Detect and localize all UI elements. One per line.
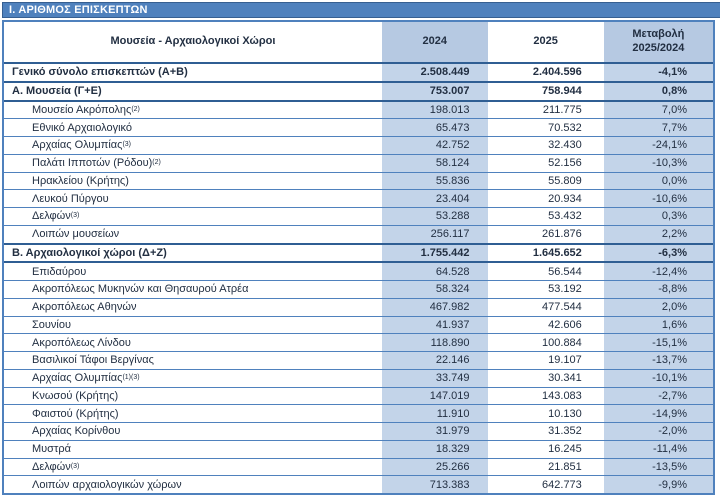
value-2024: 147.019 (382, 388, 488, 405)
table-row (4, 189, 713, 207)
table-row (4, 261, 713, 280)
row-label: Δελφών (3) (32, 460, 80, 473)
value-2024: 55.836 (382, 173, 488, 190)
value-2025: 16.245 (548, 443, 582, 456)
value-2024: 58.324 (382, 281, 488, 298)
table-row (4, 280, 713, 298)
value-2025: 32.430 (548, 139, 582, 152)
value-2024: 467.982 (382, 299, 488, 316)
table-row (4, 387, 713, 405)
row-label: Α. Μουσεία (Γ+Ε) (12, 85, 102, 98)
value-change: 0,0% (604, 173, 713, 190)
value-2024: 33.749 (382, 370, 488, 387)
value-2024: 22.146 (382, 352, 488, 369)
value-2024: 11.910 (382, 405, 488, 422)
table-row (4, 225, 713, 243)
row-label: Αρχαίας Ολυμπίας (1)(3) (32, 372, 140, 385)
value-2025: 10.130 (548, 407, 582, 420)
table-row (4, 440, 713, 458)
value-change: 7,7% (604, 119, 713, 136)
value-2025: 477.544 (542, 301, 582, 314)
value-change: 7,0% (604, 102, 713, 119)
value-2025: 55.809 (548, 174, 582, 187)
row-label: Παλάτι Ιπποτών (Ρόδου) (2) (32, 157, 161, 170)
value-2024: 1.755.442 (382, 245, 488, 262)
value-2024: 53.288 (382, 208, 488, 225)
value-2025: 20.934 (548, 192, 582, 205)
value-2025: 758.944 (542, 85, 582, 98)
value-change: -14,9% (604, 405, 713, 422)
value-change: 2,2% (604, 226, 713, 243)
row-label: Λοιπών αρχαιολογικών χώρων (32, 478, 182, 491)
value-2025: 70.532 (548, 121, 582, 134)
row-label: Ηρακλείου (Κρήτης) (32, 174, 129, 187)
table-row (4, 243, 713, 262)
value-2024: 25.266 (382, 459, 488, 476)
table-row (4, 333, 713, 351)
value-change: -9,9% (604, 476, 713, 493)
col-header-2024: 2024 (382, 22, 488, 62)
table-row (4, 458, 713, 476)
col-header-change: Μεταβολή 2025/2024 (604, 22, 713, 62)
table-row (4, 154, 713, 172)
row-label: Αρχαίας Κορίνθου (32, 425, 121, 438)
row-label: Φαιστού (Κρήτης) (32, 407, 119, 420)
value-2024: 31.979 (382, 423, 488, 440)
value-2024: 2.508.449 (382, 64, 488, 81)
value-2025: 1.645.652 (532, 246, 582, 259)
table-row (4, 207, 713, 225)
col-header-2025: 2025 (533, 35, 558, 48)
value-change: 0,3% (604, 208, 713, 225)
row-label: Σουνίου (32, 318, 72, 331)
table-row (4, 172, 713, 190)
value-2025: 52.156 (548, 157, 582, 170)
value-2024: 713.383 (382, 476, 488, 493)
value-2024: 41.937 (382, 317, 488, 334)
value-2024: 753.007 (382, 83, 488, 100)
table-body (4, 64, 713, 493)
value-2025: 19.107 (548, 354, 582, 367)
value-2025: 211.775 (542, 103, 582, 116)
row-label: Δελφών (3) (32, 210, 80, 223)
value-change: -2,7% (604, 388, 713, 405)
value-2025: 56.544 (548, 265, 582, 278)
value-2024: 18.329 (382, 441, 488, 458)
row-label: Λευκού Πύργου (32, 192, 109, 205)
table-header-row (4, 22, 713, 64)
value-change: -8,8% (604, 281, 713, 298)
value-2024: 65.473 (382, 119, 488, 136)
value-change: 2,0% (604, 299, 713, 316)
col-header-name: Μουσεία - Αρχαιολογικοί Χώροι (110, 35, 276, 48)
value-change: -10,3% (604, 155, 713, 172)
table-row (4, 369, 713, 387)
value-2025: 53.192 (548, 283, 582, 296)
value-change: -12,4% (604, 263, 713, 280)
row-label: Επιδαύρου (32, 265, 87, 278)
table-row (4, 100, 713, 119)
table-row (4, 351, 713, 369)
value-change: -15,1% (604, 334, 713, 351)
value-change: -13,5% (604, 459, 713, 476)
value-change: -4,1% (604, 64, 713, 81)
row-label: Β. Αρχαιολογικοί χώροι (Δ+Ζ) (12, 246, 167, 259)
value-change: -10,6% (604, 190, 713, 207)
value-2024: 118.890 (382, 334, 488, 351)
row-label: Ακροπόλεως Λίνδου (32, 336, 131, 349)
value-2025: 30.341 (548, 372, 582, 385)
row-label: Εθνικό Αρχαιολογικό (32, 121, 132, 134)
value-2024: 58.124 (382, 155, 488, 172)
value-change: -2,0% (604, 423, 713, 440)
value-change: -10,1% (604, 370, 713, 387)
value-change: -6,3% (604, 245, 713, 262)
row-label: Λοιπών μουσείων (32, 228, 120, 241)
value-2024: 198.013 (382, 102, 488, 119)
table-row (4, 404, 713, 422)
row-label: Αρχαίας Ολυμπίας (3) (32, 139, 131, 152)
row-label: Κνωσού (Κρήτης) (32, 389, 119, 402)
value-2024: 256.117 (382, 226, 488, 243)
row-label: Γενικό σύνολο επισκεπτών (Α+Β) (12, 66, 188, 79)
row-label: Μουσείο Ακρόπολης (2) (32, 103, 140, 116)
value-change: -13,7% (604, 352, 713, 369)
table-row (4, 316, 713, 334)
section-title-bar (2, 2, 720, 18)
value-2025: 21.851 (548, 460, 582, 473)
table-row (4, 298, 713, 316)
value-2025: 261.876 (542, 228, 582, 241)
value-change: 1,6% (604, 317, 713, 334)
value-2025: 2.404.596 (532, 66, 582, 79)
value-2025: 31.352 (548, 425, 582, 438)
value-2025: 143.083 (542, 389, 582, 402)
value-change: -11,4% (604, 441, 713, 458)
table-row (4, 81, 713, 100)
table-row (4, 118, 713, 136)
value-2025: 642.773 (542, 478, 582, 491)
value-change: -24,1% (604, 137, 713, 154)
table-row (4, 422, 713, 440)
value-2024: 64.528 (382, 263, 488, 280)
value-2025: 42.606 (548, 318, 582, 331)
row-label: Βασιλικοί Τάφοι Βεργίνας (32, 354, 154, 367)
value-change: 0,8% (604, 83, 713, 100)
value-2024: 23.404 (382, 190, 488, 207)
visitors-table (2, 20, 715, 495)
value-2024: 42.752 (382, 137, 488, 154)
table-row (4, 475, 713, 493)
row-label: Μυστρά (32, 443, 71, 456)
table-row (4, 64, 713, 81)
value-2025: 53.432 (548, 210, 582, 223)
section-title: Ι. ΑΡΙΘΜΟΣ ΕΠΙΣΚΕΠΤΩΝ (9, 4, 148, 16)
row-label: Ακροπόλεως Μυκηνών και Θησαυρού Ατρέα (32, 283, 249, 296)
table-row (4, 136, 713, 154)
value-2025: 100.884 (542, 336, 582, 349)
row-label: Ακροπόλεως Αθηνών (32, 301, 137, 314)
